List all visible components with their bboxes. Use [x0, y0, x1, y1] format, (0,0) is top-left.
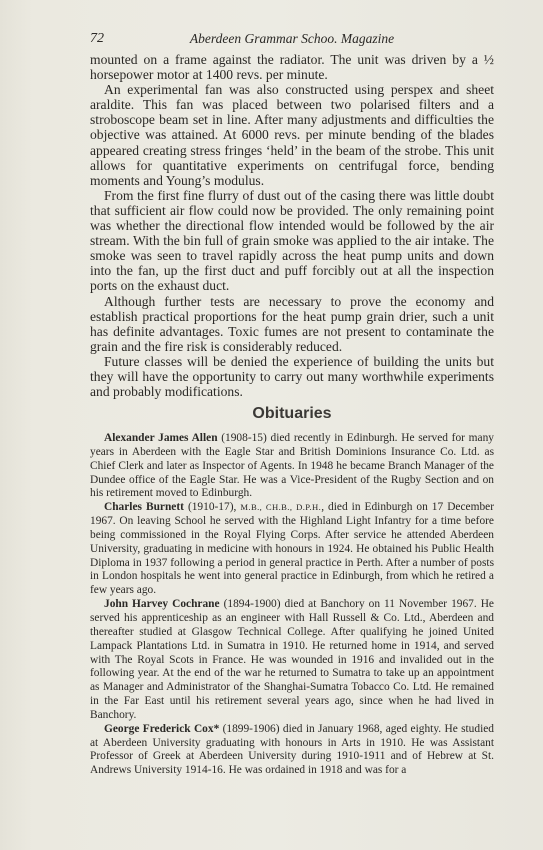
obituary-text: , died in Edinburgh on 17 December 1967. On leaving School he served with the Highland Light Infantry for a time before being commissioned in the Royal Flying Corps. After service he attended Aberdeen University, graduating in medicine with honours in 1924. He obtained his Public Health Diploma in 1937 following a period in general practice in Perth. After a number of posts in London hospitals he went into general practice in Edinburgh, from which he retired a few years ago.: [90, 501, 494, 597]
obituary-text: (1899-1906) died in January 1968, aged eighty. He studied at Aberdeen University graduating with honours in Arts in 1910. He was Assistant Professor of Greek at Aberdeen University during 1910-1911 and of Hebrew at St. Andrews University 1914-16. He was ordained in 1918 and was for a: [90, 722, 494, 777]
obituary-name: Alexander James Allen: [104, 432, 218, 444]
running-title: Aberdeen Grammar Schoo. Magazine: [189, 31, 395, 46]
obituary-name: John Harvey Cochrane: [104, 598, 220, 611]
article-paragraph: An experimental fan was also constructed using perspex and sheet araldite. This fan was placed between two polarised filters and a stroboscope beam set in line. After many adjustments and difficulties the objective was attained. At 6000 revs. per minute bending of the blades appeared creating stress fringes ‘held’ in the beam of the strobe. This unit allows for quantitative experiments on centrifugal force, bending moments and Young’s modulus.: [90, 82, 494, 188]
obituary-name: George Frederick Cox*: [104, 722, 220, 735]
article-paragraph: mounted on a frame against the radiator. The unit was driven by a ½ horsepower motor at 1400 revs. per minute.: [90, 52, 494, 83]
obituary-text: (1908-15) died recently in Edinburgh. He served for many years in Aberdeen with the Eagle Star and British Dominions Insurance Co. Ltd. as Chief Clerk and later as Inspector of Agents. In 1948 he became Branch Manager of the Dundee office of the Eagle Star. He was a Vice-President of the Rugby Section and on his retirement moved to Edinburgh.: [90, 432, 494, 500]
section-title: Obituaries: [252, 405, 332, 422]
article-paragraph: Future classes will be denied the experience of building the units but they will have the opportunity to carry out many worthwhile experiments and probably modifications.: [90, 353, 494, 400]
article-paragraph: Although further tests are necessary to prove the economy and establish practical proportions for the heat pump grain drier, such a unit has definite advantages. Toxic fumes are not present to contaminate the grain and the fire risk is considerably reduced.: [90, 293, 494, 354]
obituary-entry: [90, 432, 494, 501]
obituary-years: (1910-17),: [183, 501, 241, 514]
obituary-degrees: M.B., CH.B., D.P.H.: [240, 502, 322, 513]
article-paragraph: From the first fine flurry of dust out of the casing there was little doubt that sufficient air flow could now be provided. The only remaining point was whether the directional flow intended would be followed by the air stream. With the bin full of grain smoke was applied to the air intake. The smoke was seen to travel rapidly across the heat pump units and down into the fan, up the first duct and puff forcibly out at all the inspection ports on the exhaust duct.: [90, 187, 494, 294]
obituary-text: (1894-1900) died at Banchory on 11 November 1967. He served his apprenticeship as an engineer with Hall Russell & Co. Ltd., Aberdeen and thereafter studied at Glasgow Technical College. After qualifying he joined United Lampack Plantations Ltd. in Sumatra in 1910. He returned home in 1914, and served with The Royal Scots in France. He was wounded in 1916 and invalided out in the following year. At the end of the war he returned to Sumatra to take up an appointment as Manager and Administrator of the Shanghai-Sumatra Tobacco Co. Ltd. He remained in the Far East until his retirement several years ago, since when he had lived in Banchory.: [90, 598, 494, 721]
obituary-name: Charles Burnett: [104, 501, 184, 514]
obituaries-list: [90, 432, 494, 778]
page-number: 72: [90, 31, 104, 46]
page-header: [90, 31, 494, 49]
article-body: [90, 52, 494, 399]
obituary-entry: [90, 598, 494, 723]
obituary-entry: [90, 501, 494, 598]
obituary-entry: [90, 723, 494, 778]
